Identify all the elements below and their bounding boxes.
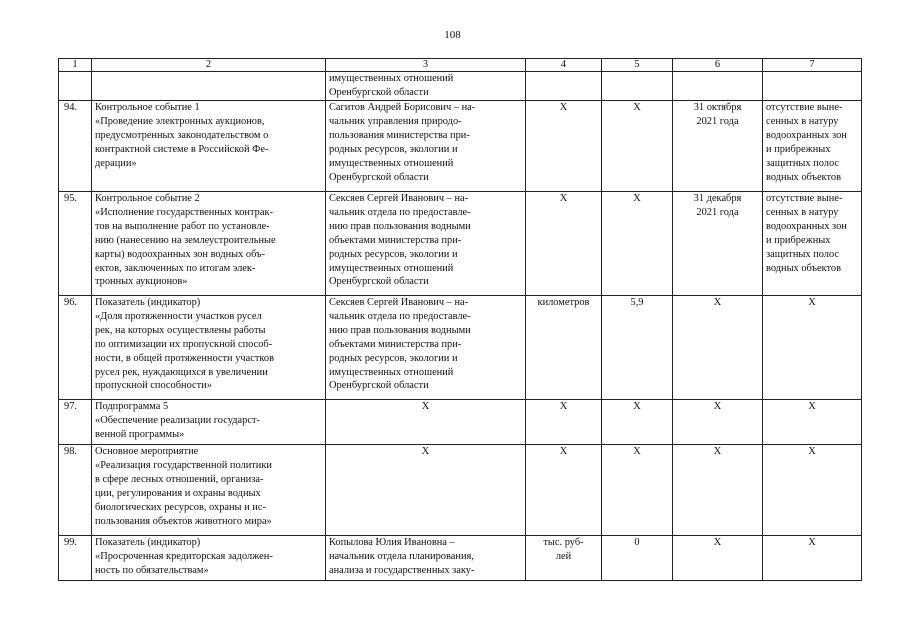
page-number: 108 <box>444 29 461 41</box>
column-header: 5 <box>602 59 673 72</box>
row-result: отсутствие выне- сенных в натуру водоохранных зон и прибрежных защитных полос водных объектов <box>763 192 862 296</box>
row-deadline: Х <box>673 296 763 400</box>
program-table <box>58 58 862 581</box>
row-responsible: Х <box>326 445 526 536</box>
row-unit: Х <box>526 101 602 192</box>
row-deadline: Х <box>673 536 763 581</box>
row-value: Х <box>602 445 673 536</box>
row-number: 94. <box>59 101 92 192</box>
row-number <box>59 72 92 101</box>
row-value: Х <box>602 101 673 192</box>
table-row <box>59 296 862 400</box>
row-name: Контрольное событие 1 «Проведение электронных аукционов, предусмотренных законодательством о контрактной системе в Российской Фе- дерации» <box>92 101 326 192</box>
table-row <box>59 72 862 101</box>
row-responsible: Копылова Юлия Ивановна – начальник отдела планирования, анализа и государственных заку- <box>326 536 526 581</box>
row-name: Показатель (индикатор) «Доля протяженности участков русел рек, на которых осуществлены работы по оптимизации их пропускной способ- ности, в общей протяженности участков русел рек, нуждающихся в увеличении пропускной способности» <box>92 296 326 400</box>
table-row <box>59 536 862 581</box>
row-deadline <box>673 72 763 101</box>
row-responsible: Сагитов Андрей Борисович – на- чальник управления природо- пользования министерства при- родных ресурсов, экологии и имущественных отношений Оренбургской области <box>326 101 526 192</box>
column-header: 3 <box>326 59 526 72</box>
column-header: 1 <box>59 59 92 72</box>
row-responsible: Сексяев Сергей Иванович – на- чальник отдела по предоставле- нию прав пользования водными объектами министерства при- родных ресурсов, экологии и имущественных отношений Оренбургской области <box>326 192 526 296</box>
row-name <box>92 72 326 101</box>
row-result: Х <box>763 536 862 581</box>
row-value: Х <box>602 192 673 296</box>
row-value: Х <box>602 400 673 445</box>
row-number: 99. <box>59 536 92 581</box>
table-row <box>59 445 862 536</box>
row-deadline: 31 октября 2021 года <box>673 101 763 192</box>
row-unit: тыс. руб- лей <box>526 536 602 581</box>
row-number: 96. <box>59 296 92 400</box>
row-deadline: 31 декабря 2021 года <box>673 192 763 296</box>
column-header: 7 <box>763 59 862 72</box>
table-row <box>59 400 862 445</box>
row-number: 95. <box>59 192 92 296</box>
row-unit: километров <box>526 296 602 400</box>
table-row <box>59 192 862 296</box>
row-value <box>602 72 673 101</box>
row-responsible: имущественных отношений Оренбургской области <box>326 72 526 101</box>
row-result: Х <box>763 400 862 445</box>
row-value: 5,9 <box>602 296 673 400</box>
row-name: Показатель (индикатор) «Просроченная кредиторская задолжен- ность по обязательствам» <box>92 536 326 581</box>
column-header: 4 <box>526 59 602 72</box>
row-deadline: Х <box>673 400 763 445</box>
row-number: 97. <box>59 400 92 445</box>
row-unit: Х <box>526 400 602 445</box>
row-name: Контрольное событие 2 «Исполнение государственных контрак- тов на выполнение работ по установле- нию (нанесению на землеустроительные карты) водоохранных зон водных объ- ектов, заключенных по итогам элек- тронных аукционов» <box>92 192 326 296</box>
column-number-row <box>59 59 862 72</box>
column-header: 6 <box>673 59 763 72</box>
row-number: 98. <box>59 445 92 536</box>
row-result: отсутствие выне- сенных в натуру водоохранных зон и прибрежных защитных полос водных объектов <box>763 101 862 192</box>
row-responsible: Сексяев Сергей Иванович – на- чальник отдела по предоставле- нию прав пользования водными объектами министерства при- родных ресурсов, экологии и имущественных отношений Оренбургской области <box>326 296 526 400</box>
row-result <box>763 72 862 101</box>
row-deadline: Х <box>673 445 763 536</box>
row-result: Х <box>763 445 862 536</box>
column-header: 2 <box>92 59 326 72</box>
row-result: Х <box>763 296 862 400</box>
row-unit: Х <box>526 445 602 536</box>
row-unit: Х <box>526 192 602 296</box>
row-responsible: Х <box>326 400 526 445</box>
table-row <box>59 101 862 192</box>
row-value: 0 <box>602 536 673 581</box>
row-name: Основное мероприятие «Реализация государственной политики в сфере лесных отношений, организа- ции, регулирования и охраны водных биологических ресурсов, охраны и ис- пользования объектов животного мира» <box>92 445 326 536</box>
row-unit <box>526 72 602 101</box>
row-name: Подпрограмма 5 «Обеспечение реализации государст- венной программы» <box>92 400 326 445</box>
